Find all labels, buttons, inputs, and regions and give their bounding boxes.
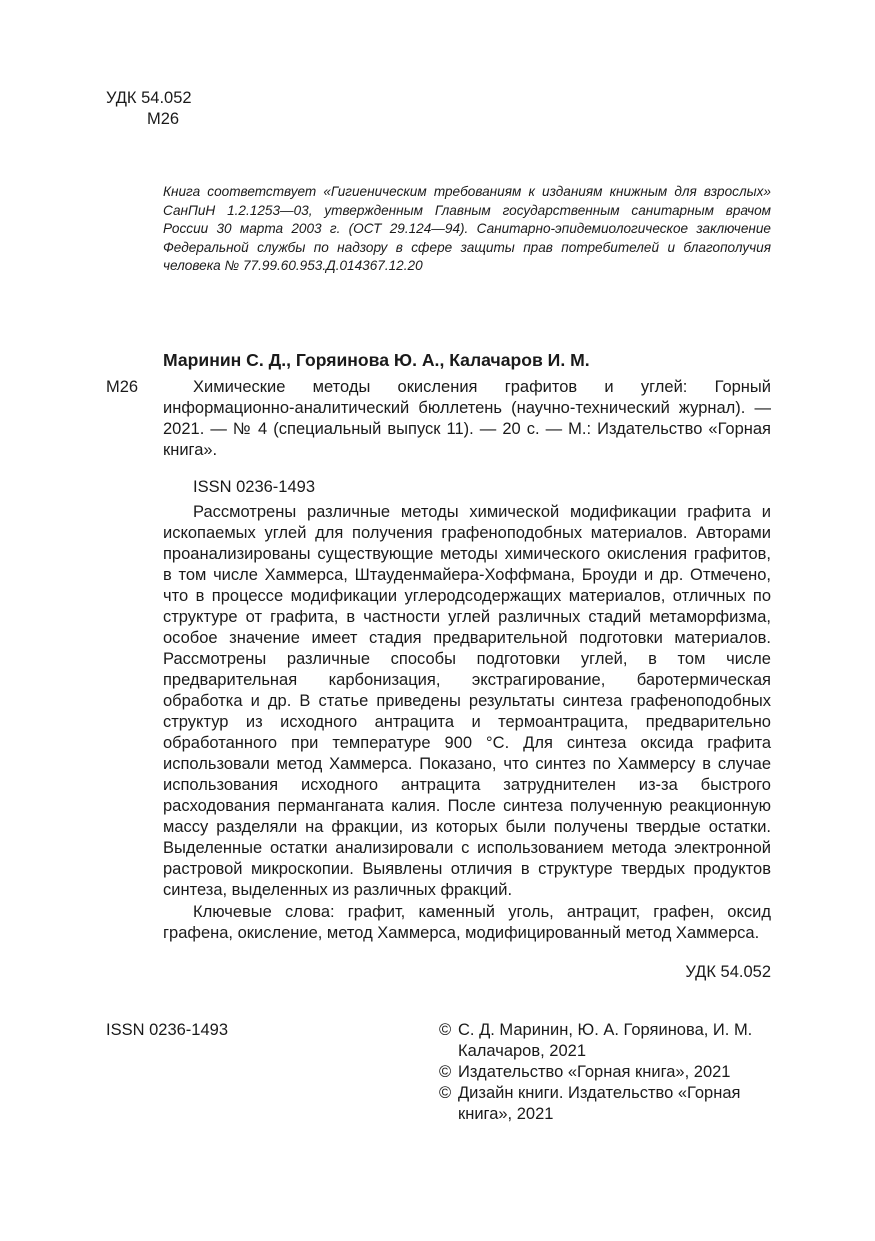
- copyright-line: [439, 1020, 779, 1062]
- udk-right: УДК 54.052: [685, 963, 771, 981]
- copyright-icon: ©: [439, 1063, 452, 1081]
- copyright-icon: ©: [439, 1021, 452, 1039]
- issn-bottom: ISSN 0236-1493: [106, 1021, 229, 1039]
- copyright-icon: ©: [439, 1084, 452, 1102]
- copyright-line: [439, 1062, 779, 1083]
- bib-description: Химические методы окисления графитов и углей: Горный информационно-аналитический бюллетень (научно-технический журнал). — 2021. — № 4 (специальный выпуск 11). — 20 с. — М.: Издательство «Горная книга».: [163, 378, 771, 459]
- copyright-text: Издательство «Горная книга», 2021: [458, 1063, 731, 1081]
- udk-label: УДК 54.052: [106, 89, 192, 107]
- issn: ISSN 0236-1493: [193, 478, 316, 496]
- bib-code: М26: [106, 378, 139, 396]
- abstract: Рассмотрены различные методы химической модификации графита и ископаемых углей для получения графеноподобных материалов. Авторами проанализированы существующие методы химического окисления графитов, в том числе Хаммерса, Штауденмайера-Хоффмана, Броуди и др. Отмечено, что в процессе модификации углеродсодержащих материалов, отличных по структуре от графита, в частности углей различных стадий метаморфизма, особое значение имеет стадия предварительной подготовки материалов. Рассмотрены различные способы подготовки углей, в том числе предварительная карбонизация, экстрагирование, баротермическая обработка и др. В статье приведены результаты синтеза графеноподобных структур из исходного антрацита и термоантрацита, предварительно обработанного при температуре 900 °С. Для синтеза оксида графита использовали метод Хаммерса. Показано, что синтез по Хаммерсу в случае использования исходного антрацита затруднителен из-за быстрого расходования перманганата калия. После синтеза полученную реакционную массу разделяли на фракции, из которых были получены твердые остатки. Выделенные остатки анализировали с использованием метода электронной растровой микроскопии. Выявлены отличия в структуре твердых продуктов синтеза, выделенных из различных фракций.: [163, 503, 771, 899]
- hygiene-notice: Книга соответствует «Гигиеническим требованиям к изданиям книжным для взрослых» СанПиН 1.2.1253—03, утвержденным Главным государственным санитарным врачом России 30 марта 2003 г. (ОСТ 29.124—94). Санитарно-эпидемиологическое заключение Федеральной службы по надзору в сфере защиты прав потребителей и благополучия человека № 77.99.60.953.Д.014367.12.20: [163, 184, 771, 274]
- copyright-text: Дизайн книги. Издательство «Горная книга», 2021: [458, 1084, 741, 1123]
- udk-code: М26: [147, 110, 180, 128]
- authors: Маринин С. Д., Горяинова Ю. А., Калачаров И. М.: [163, 350, 590, 370]
- copyright-block: [439, 1020, 779, 1125]
- copyright-line: [439, 1083, 779, 1125]
- udk-block: [106, 88, 192, 130]
- keywords: Ключевые слова: графит, каменный уголь, антрацит, графен, оксид графена, окисление, метод Хаммерса, модифицированный метод Хаммерса.: [163, 903, 771, 942]
- copyright-text: С. Д. Маринин, Ю. А. Горяинова, И. М. Калачаров, 2021: [458, 1021, 753, 1060]
